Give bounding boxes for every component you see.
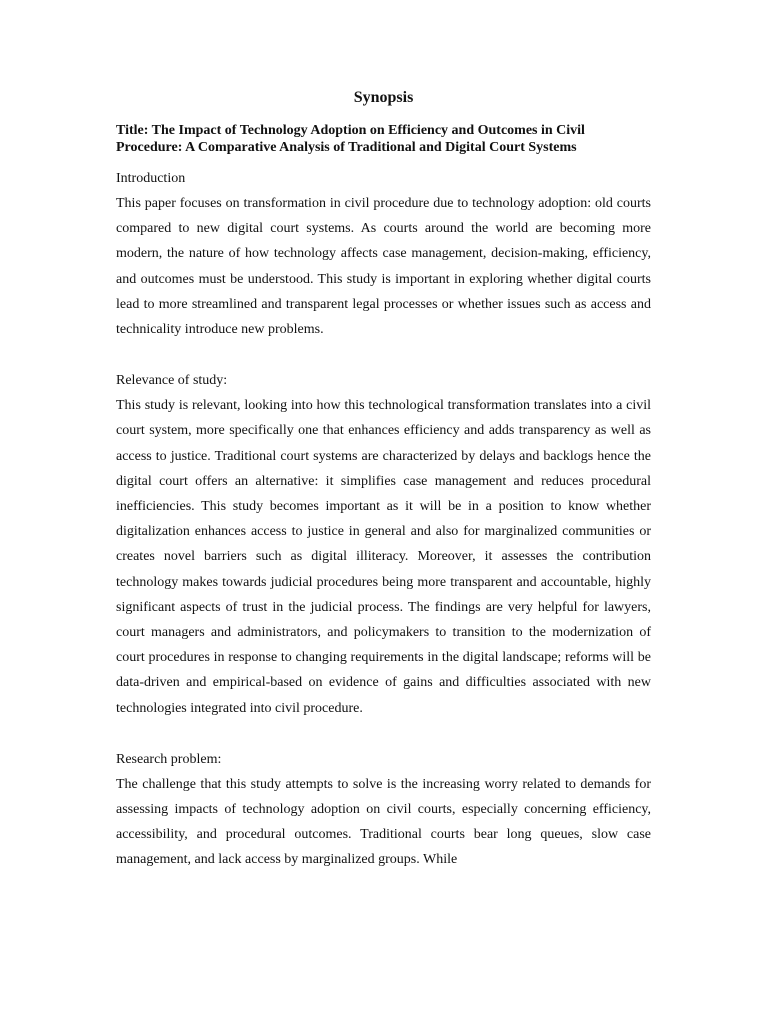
- page-title: Synopsis: [353, 89, 414, 106]
- introduction-paragraph: This paper focuses on transformation in civil procedure due to technology adoption: old courts compared to new digital court systems. As courts around the world are becoming more modern, the nature of how technology affects case management, decision-making, efficiency, and outcomes must be understood. This study is important in exploring whether digital courts lead to more streamlined and transparent legal processes or whether issues such as access and technicality introduce new problems.: [116, 196, 651, 338]
- introduction-heading: Introduction: [116, 171, 186, 186]
- title-text: The Impact of Technology Adoption on Efficiency and Outcomes in Civil Procedure: A Comparative Analysis of Traditional and Digital Court Systems: [116, 123, 585, 155]
- title-separator: :: [143, 123, 152, 138]
- document-page: [116, 0, 651, 873]
- title-label: Title: [116, 123, 144, 138]
- research-problem-heading: Research problem:: [116, 751, 222, 767]
- relevance-heading: Relevance of study:: [116, 373, 228, 389]
- document-title: [116, 122, 651, 156]
- research-problem-paragraph: The challenge that this study attempts to solve is the increasing worry related to demands for assessing impacts of technology adoption on civil courts, especially concerning efficiency, accessibility, and procedural outcomes. Traditional courts bear long queues, slow case management, and lack access by marginalized groups. While: [116, 776, 651, 868]
- relevance-paragraph: This study is relevant, looking into how this technological transformation translates into a civil court system, more specifically one that enhances efficiency and adds transparency as well as access to justice. Traditional court systems are characterized by delays and backlogs hence the digital court offers an alternative: it simplifies case management and reduces procedural inefficiencies. This study becomes important as it will be in a position to know whether digitalization enhances access to justice in general and also for marginalized communities or creates novel barriers such as digital illiteracy. Moreover, it assesses the contribution technology makes towards judicial procedures being more transparent and accountable, highly significant aspects of trust in the judicial process. The findings are very helpful for lawyers, court managers and administrators, and policymakers to transition to the modernization of court procedures in response to changing requirements in the digital landscape; reforms will be data-driven and empirical-based on evidence of gains and difficulties associated with new technologies integrated into civil procedure.: [116, 398, 651, 716]
